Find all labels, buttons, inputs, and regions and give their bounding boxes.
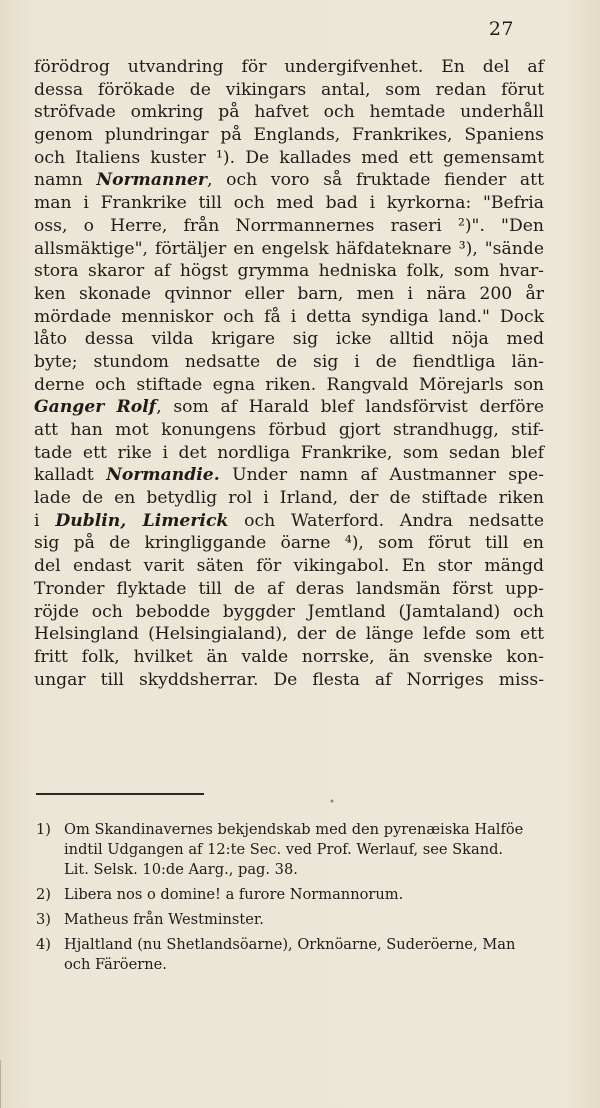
text-line (34, 419, 544, 442)
text-run: ungar till skyddsherrar. De flesta af Norriges miss- (34, 669, 544, 690)
text-run: byte; stundom nedsatte de sig i de fiendtliga län- (34, 351, 544, 372)
text-line (34, 601, 544, 624)
footnote-line: Lit. Selsk. 10:de Aarg., pag. 38. (64, 861, 298, 878)
text-run: mördade menniskor och få i detta syndiga land." Dock (34, 306, 544, 327)
text-line (34, 623, 544, 646)
text-line (34, 669, 544, 692)
printer-mark: • (329, 797, 335, 808)
text-line (34, 192, 544, 215)
emphasized-term: Ganger Rolf (34, 397, 157, 418)
text-run: stora skaror af högst grymma hedniska folk, som hvar- (34, 261, 544, 282)
text-line (34, 510, 544, 533)
footnote-mark: 1) (36, 821, 51, 838)
text-line (34, 101, 544, 124)
text-line (34, 646, 544, 669)
text-run: derne och stiftade egna riken. Rangvald Mörejarls son (34, 374, 544, 395)
text-line (34, 532, 544, 555)
emphasized-term: Normandie. (106, 465, 220, 486)
footnote (36, 885, 556, 905)
footnote-divider (36, 793, 204, 795)
text-run: Helsingland (Helsingialand), der de länge lefde som ett (34, 624, 544, 645)
footnote (36, 910, 556, 930)
text-line (34, 487, 544, 510)
text-run: fritt folk, hvilket än valde norrske, än svenske kon- (34, 646, 544, 667)
footnote-mark: 3) (36, 911, 51, 928)
text-run: Under namn af Austmanner spe- (219, 465, 544, 486)
text-line (34, 56, 544, 79)
text-line (34, 283, 544, 306)
text-run: oss, o Herre, från Norrmannernes raseri ²)". "Den (34, 215, 544, 236)
page-number: 27 (488, 18, 514, 40)
footnote (36, 820, 556, 880)
text-run: namn (34, 170, 97, 191)
body-text (34, 56, 544, 691)
text-run: tade ett rike i det nordliga Frankrike, som sedan blef (34, 442, 544, 463)
footnote-line: Matheus från Westminster. (64, 911, 264, 928)
text-line (34, 351, 544, 374)
text-run: kalladt (34, 465, 107, 486)
text-run: förödrog utvandring för undergifvenhet. En del af (34, 57, 544, 77)
footnote (36, 935, 556, 975)
footnote-line: och Färöerne. (64, 956, 167, 973)
text-run: och Italiens kuster ¹). De kallades med ett gemensamt (34, 147, 544, 168)
footnote-mark: 2) (36, 886, 51, 903)
text-run: och Waterford. Andra nedsatte (228, 510, 544, 531)
text-line (34, 442, 544, 465)
text-run: , och voro så fruktade fiender att (206, 170, 544, 191)
text-run: man i Frankrike till och med bad i kyrkorna: "Befria (34, 193, 544, 214)
text-line (34, 328, 544, 351)
text-run: dessa förökade de vikingars antal, som redan förut (34, 79, 544, 100)
text-line (34, 215, 544, 238)
text-line (34, 169, 544, 192)
page-edge (0, 1060, 15, 1108)
footnote-text (64, 885, 556, 905)
text-line (34, 79, 544, 102)
text-line (34, 555, 544, 578)
text-run: sig på de kringliggande öarne ⁴), som förut till en (34, 533, 544, 554)
emphasized-term: Normanner (96, 170, 207, 191)
text-line (34, 374, 544, 397)
footnote-line: Om Skandinavernes bekjendskab med den pyrenæiska Halföe (64, 821, 524, 838)
text-line (34, 578, 544, 601)
text-line (34, 147, 544, 170)
text-run: genom plundringar på Englands, Frankrikes, Spaniens (34, 125, 544, 146)
text-line (34, 396, 544, 419)
text-run: att han mot konungens förbud gjort strandhugg, stif- (34, 420, 544, 440)
text-run: lade de en betydlig rol i Irland, der de stiftade riken (34, 488, 544, 509)
text-run: del endast varit säten för vikingabol. En stor mängd (34, 556, 544, 577)
footnote-line: indtil Udgangen af 12:te Sec. ved Prof. Werlauf, see Skand. (64, 841, 504, 858)
text-run: låto dessa vilda krigare sig icke alltid nöja med (34, 329, 544, 350)
text-line (34, 238, 544, 261)
text-line (34, 260, 544, 283)
text-run: , som af Harald blef landsförvist derföre (156, 397, 544, 418)
text-run: ken skonade qvinnor eller barn, men i nära 200 år (34, 283, 544, 304)
text-run: röjde och bebodde byggder Jemtland (Jamtaland) och (34, 601, 544, 622)
footnote-text (64, 820, 556, 880)
footnote-line: Libera nos o domine! a furore Normannorum. (64, 886, 404, 903)
footnote-mark: 4) (36, 936, 51, 953)
emphasized-term: Dublin, Limerick (55, 510, 229, 531)
footnote-line: Hjaltland (nu Shetlandsöarne), Orknöarne, Suderöerne, Man (64, 936, 516, 953)
footnote-text (64, 910, 556, 930)
text-run: allsmäktige", förtäljer en engelsk häfdateknare ³), "sände (34, 238, 544, 259)
text-run: ströfvade omkring på hafvet och hemtade underhåll (34, 102, 544, 123)
text-line (34, 124, 544, 147)
text-run: Tronder flyktade till de af deras landsmän först upp- (34, 578, 544, 599)
footnotes (36, 820, 556, 980)
footnote-text (64, 935, 556, 975)
text-line (34, 306, 544, 329)
text-run: i (34, 510, 56, 531)
text-line (34, 464, 544, 487)
